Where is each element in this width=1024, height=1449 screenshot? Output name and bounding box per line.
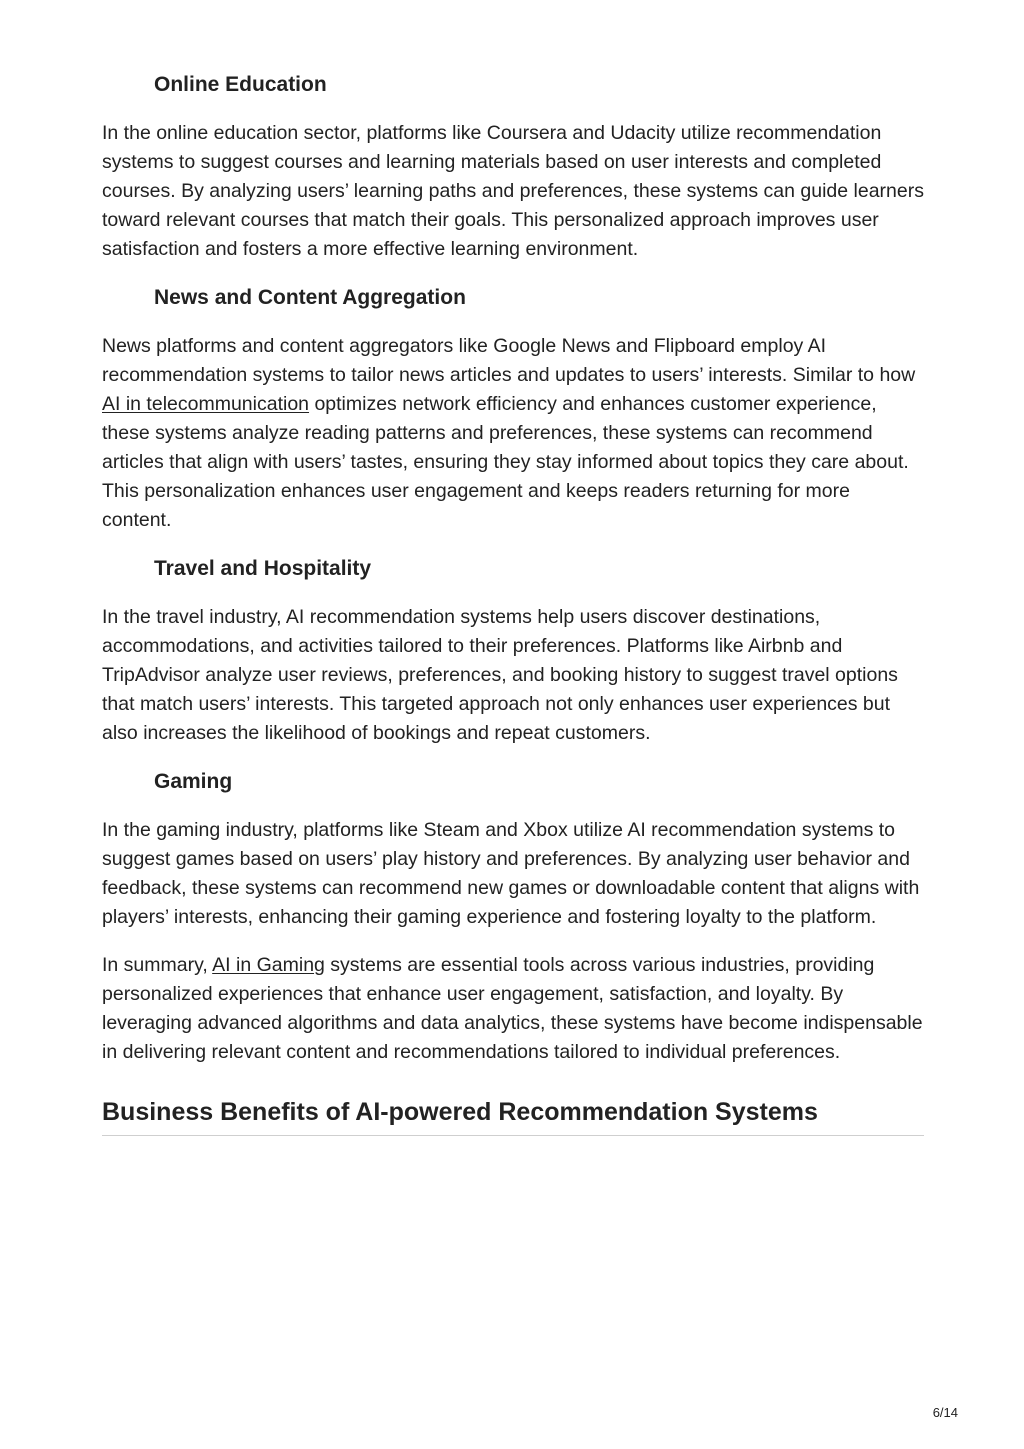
paragraph-news-aggregation: [102, 332, 924, 535]
paragraph-text: In summary,: [102, 954, 213, 976]
page-content: [102, 70, 924, 1136]
paragraph-online-education: In the online education sector, platforms like Coursera and Udacity utilize recommendation systems to suggest courses and learning materials based on user interests and completed courses. By analyzing users’ learning paths and preferences, these systems can guide learners toward relevant courses that match their goals. This personalized approach improves user satisfaction and fosters a more effective learning environment.: [102, 122, 924, 260]
paragraph-text: g systems are essential tools across various industries, providing personalized experiences that enhance user engagement, satisfaction, and loyalty. By leveraging advanced algorithms and data analytics, these systems have become indispensable in delivering relevant content and recommendations tailored to individual preferences.: [102, 954, 923, 1063]
paragraph-summary: [102, 951, 924, 1067]
link-ai-in-telecommunication[interactable]: AI in telecommunication: [102, 393, 310, 415]
page-number: 6/14: [932, 1405, 958, 1420]
section-heading-news-aggregation: News and Content Aggregation: [154, 286, 466, 309]
paragraph-gaming: In the gaming industry, platforms like Steam and Xbox utilize AI recommendation systems to suggest games based on users’ play history and preferences. By analyzing user behavior and feedback, these systems can recommend new games or downloadable content that aligns with players’ interests, enhancing their gaming experience and fostering loyalty to the platform.: [102, 819, 920, 928]
link-ai-in-gaming[interactable]: AI in Gamin: [212, 954, 315, 976]
paragraph-travel-hospitality: In the travel industry, AI recommendation systems help users discover destinations, accommodations, and activities tailored to their preferences. Platforms like Airbnb and TripAdvisor analyze user reviews, preferences, and booking history to suggest travel options that match users’ interests. This targeted approach not only enhances user experiences but also increases the likelihood of bookings and repeat customers.: [102, 606, 898, 744]
paragraph-text: optimizes network efficiency and enhances customer experience, these systems analyze reading patterns and preferences, these systems can recommend articles that align with users’ tastes, ensuring they stay informed about topics they care about. This personalization enhances user engagement and keeps readers returning for more content.: [102, 393, 909, 531]
section-heading-travel-hospitality: Travel and Hospitality: [154, 557, 372, 580]
section-heading-gaming: Gaming: [154, 770, 233, 793]
paragraph-text: News platforms and content aggregators like Google News and Flipboard employ AI recommendation systems to tailor news articles and updates to users’ interests. Similar to how: [102, 335, 916, 386]
section-heading-online-education: Online Education: [154, 73, 327, 96]
main-heading-business-benefits: Business Benefits of AI-powered Recommendation Systems: [102, 1095, 924, 1136]
